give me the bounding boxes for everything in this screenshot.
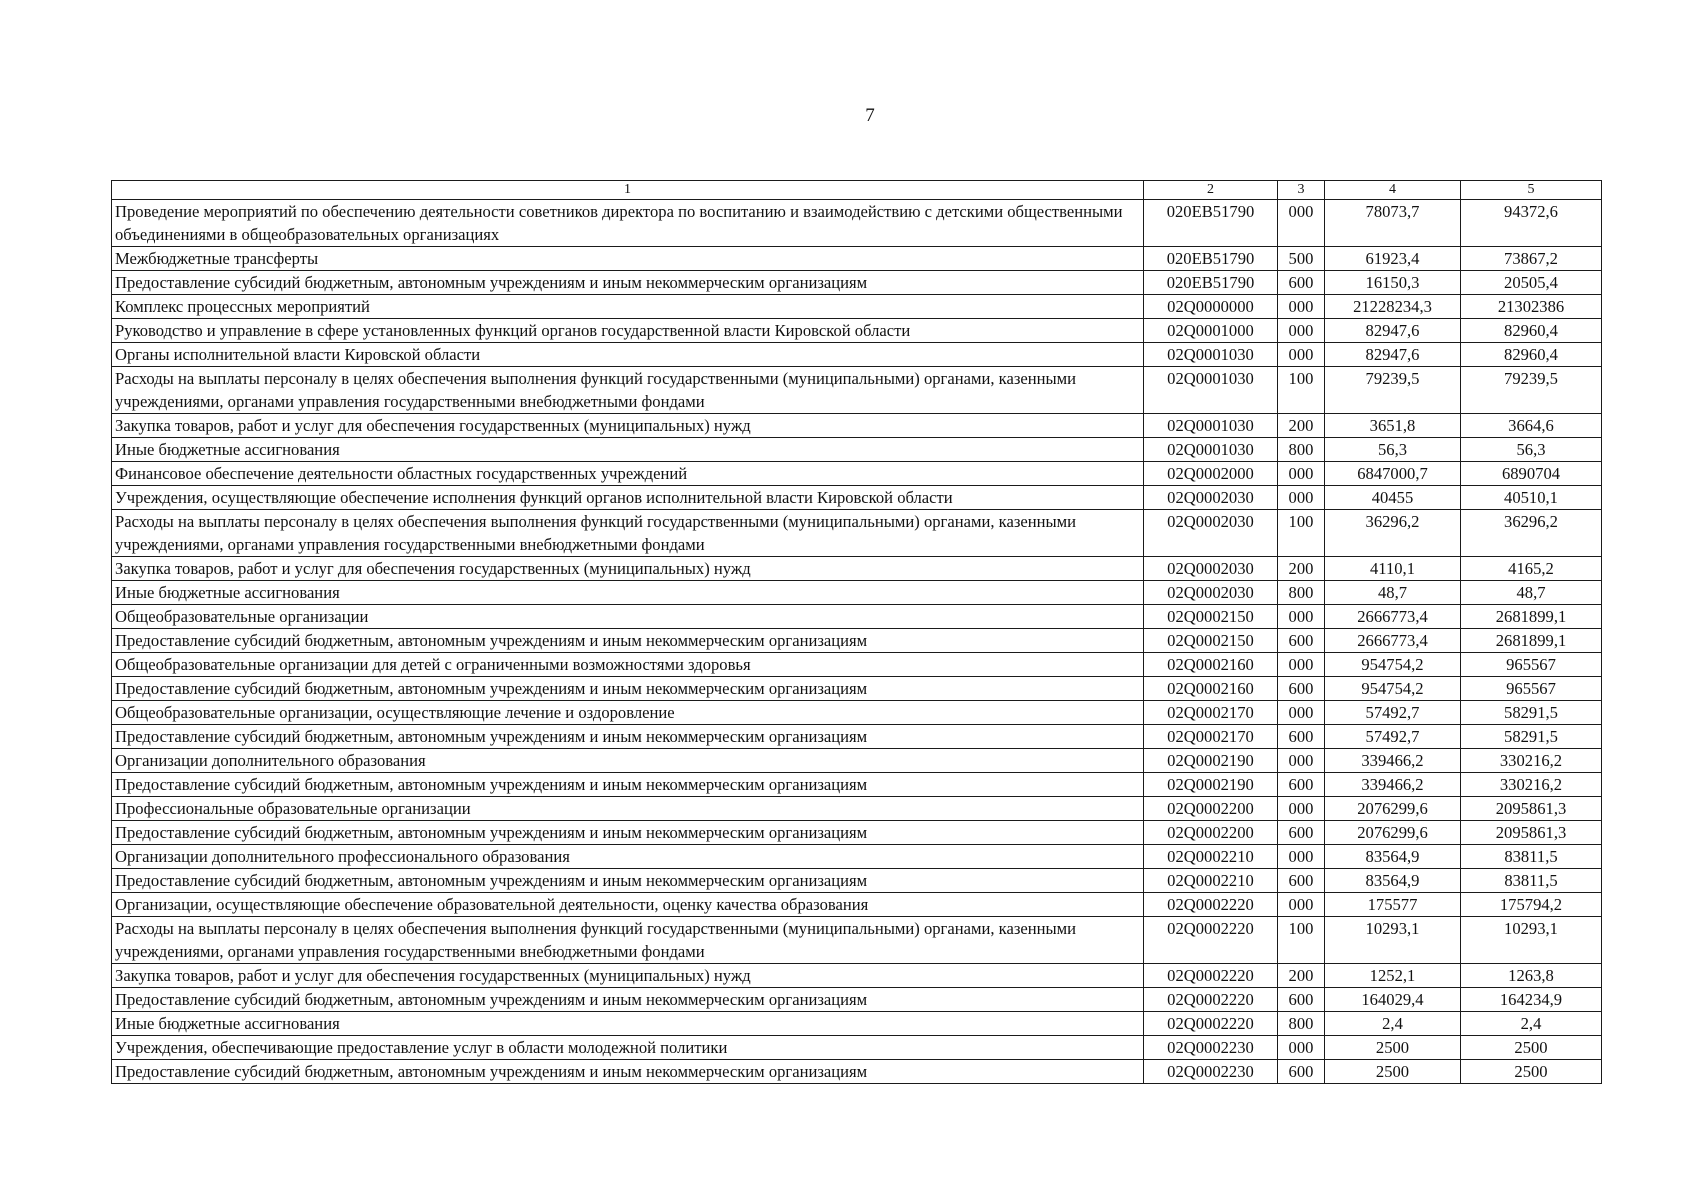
row-value-1-cell: 2,4 bbox=[1325, 1012, 1461, 1036]
row-value-1-cell: 164029,4 bbox=[1325, 988, 1461, 1012]
row-name-cell: Закупка товаров, работ и услуг для обеспечения государственных (муниципальных) нужд bbox=[112, 964, 1144, 988]
row-value-1-cell: 4110,1 bbox=[1325, 557, 1461, 581]
table-row bbox=[112, 247, 1602, 271]
row-code-cell: 02Q0000000 bbox=[1144, 295, 1278, 319]
row-code-cell: 02Q0002190 bbox=[1144, 773, 1278, 797]
row-value-1-cell: 1252,1 bbox=[1325, 964, 1461, 988]
row-name-cell: Комплекс процессных мероприятий bbox=[112, 295, 1144, 319]
row-name-cell: Закупка товаров, работ и услуг для обеспечения государственных (муниципальных) нужд bbox=[112, 557, 1144, 581]
row-value-1-cell: 83564,9 bbox=[1325, 869, 1461, 893]
row-value-2-cell: 3664,6 bbox=[1461, 414, 1602, 438]
row-value-2-cell: 56,3 bbox=[1461, 438, 1602, 462]
row-type-cell: 100 bbox=[1278, 510, 1325, 557]
table-row bbox=[112, 414, 1602, 438]
table-row bbox=[112, 343, 1602, 367]
row-code-cell: 02Q0002150 bbox=[1144, 605, 1278, 629]
row-value-2-cell: 94372,6 bbox=[1461, 200, 1602, 247]
row-value-1-cell: 57492,7 bbox=[1325, 725, 1461, 749]
row-value-1-cell: 48,7 bbox=[1325, 581, 1461, 605]
row-code-cell: 02Q0002220 bbox=[1144, 964, 1278, 988]
row-type-cell: 000 bbox=[1278, 486, 1325, 510]
row-name-cell: Иные бюджетные ассигнования bbox=[112, 581, 1144, 605]
budget-table bbox=[111, 180, 1602, 1084]
row-type-cell: 000 bbox=[1278, 319, 1325, 343]
table-header bbox=[112, 181, 1602, 200]
header-cell-value-2: 5 bbox=[1461, 181, 1602, 200]
row-value-1-cell: 3651,8 bbox=[1325, 414, 1461, 438]
table-row bbox=[112, 1012, 1602, 1036]
row-value-2-cell: 2095861,3 bbox=[1461, 821, 1602, 845]
row-code-cell: 02Q0001000 bbox=[1144, 319, 1278, 343]
row-code-cell: 02Q0002030 bbox=[1144, 581, 1278, 605]
table-row bbox=[112, 869, 1602, 893]
row-value-2-cell: 82960,4 bbox=[1461, 343, 1602, 367]
table-row bbox=[112, 1060, 1602, 1084]
row-value-2-cell: 2,4 bbox=[1461, 1012, 1602, 1036]
row-name-cell: Расходы на выплаты персоналу в целях обеспечения выполнения функций государственными (муниципальными) органами, казенными учреждениями, органами управления государственными внебюджетными фондами bbox=[112, 367, 1144, 414]
row-type-cell: 000 bbox=[1278, 295, 1325, 319]
table-row bbox=[112, 917, 1602, 964]
row-code-cell: 02Q0002170 bbox=[1144, 701, 1278, 725]
row-value-1-cell: 339466,2 bbox=[1325, 773, 1461, 797]
row-value-1-cell: 6847000,7 bbox=[1325, 462, 1461, 486]
row-value-1-cell: 78073,7 bbox=[1325, 200, 1461, 247]
row-type-cell: 000 bbox=[1278, 200, 1325, 247]
row-type-cell: 600 bbox=[1278, 629, 1325, 653]
row-type-cell: 000 bbox=[1278, 749, 1325, 773]
row-value-1-cell: 954754,2 bbox=[1325, 653, 1461, 677]
header-row bbox=[112, 181, 1602, 200]
row-code-cell: 02Q0002200 bbox=[1144, 797, 1278, 821]
row-value-2-cell: 2681899,1 bbox=[1461, 629, 1602, 653]
row-code-cell: 02Q0001030 bbox=[1144, 438, 1278, 462]
table-row bbox=[112, 271, 1602, 295]
table-row bbox=[112, 701, 1602, 725]
row-value-2-cell: 2681899,1 bbox=[1461, 605, 1602, 629]
table-body bbox=[112, 200, 1602, 1084]
row-type-cell: 800 bbox=[1278, 438, 1325, 462]
row-value-1-cell: 339466,2 bbox=[1325, 749, 1461, 773]
row-code-cell: 02Q0002030 bbox=[1144, 557, 1278, 581]
row-value-1-cell: 36296,2 bbox=[1325, 510, 1461, 557]
row-value-1-cell: 2666773,4 bbox=[1325, 629, 1461, 653]
row-code-cell: 020EB51790 bbox=[1144, 247, 1278, 271]
table-row bbox=[112, 1036, 1602, 1060]
row-value-1-cell: 83564,9 bbox=[1325, 845, 1461, 869]
row-code-cell: 02Q0001030 bbox=[1144, 367, 1278, 414]
row-value-1-cell: 2076299,6 bbox=[1325, 821, 1461, 845]
row-name-cell: Предоставление субсидий бюджетным, автономным учреждениям и иным некоммерческим организациям bbox=[112, 1060, 1144, 1084]
row-value-2-cell: 2500 bbox=[1461, 1036, 1602, 1060]
row-code-cell: 02Q0002160 bbox=[1144, 653, 1278, 677]
row-value-1-cell: 16150,3 bbox=[1325, 271, 1461, 295]
row-code-cell: 02Q0001030 bbox=[1144, 343, 1278, 367]
row-value-2-cell: 36296,2 bbox=[1461, 510, 1602, 557]
row-value-2-cell: 79239,5 bbox=[1461, 367, 1602, 414]
row-value-2-cell: 73867,2 bbox=[1461, 247, 1602, 271]
row-code-cell: 02Q0002150 bbox=[1144, 629, 1278, 653]
row-code-cell: 02Q0002220 bbox=[1144, 988, 1278, 1012]
row-code-cell: 02Q0002230 bbox=[1144, 1060, 1278, 1084]
row-name-cell: Расходы на выплаты персоналу в целях обеспечения выполнения функций государственными (муниципальными) органами, казенными учреждениями, органами управления государственными внебюджетными фондами bbox=[112, 510, 1144, 557]
table-row bbox=[112, 605, 1602, 629]
table-row bbox=[112, 438, 1602, 462]
row-code-cell: 02Q0002220 bbox=[1144, 1012, 1278, 1036]
row-value-2-cell: 175794,2 bbox=[1461, 893, 1602, 917]
row-value-2-cell: 4165,2 bbox=[1461, 557, 1602, 581]
row-name-cell: Иные бюджетные ассигнования bbox=[112, 438, 1144, 462]
row-type-cell: 800 bbox=[1278, 1012, 1325, 1036]
row-type-cell: 000 bbox=[1278, 701, 1325, 725]
row-code-cell: 020EB51790 bbox=[1144, 200, 1278, 247]
header-cell-value-1: 4 bbox=[1325, 181, 1461, 200]
row-name-cell: Профессиональные образовательные организации bbox=[112, 797, 1144, 821]
row-name-cell: Предоставление субсидий бюджетным, автономным учреждениям и иным некоммерческим организациям bbox=[112, 869, 1144, 893]
row-name-cell: Расходы на выплаты персоналу в целях обеспечения выполнения функций государственными (муниципальными) органами, казенными учреждениями, органами управления государственными внебюджетными фондами bbox=[112, 917, 1144, 964]
row-value-1-cell: 954754,2 bbox=[1325, 677, 1461, 701]
row-type-cell: 600 bbox=[1278, 869, 1325, 893]
row-type-cell: 000 bbox=[1278, 462, 1325, 486]
row-type-cell: 200 bbox=[1278, 557, 1325, 581]
row-value-1-cell: 2076299,6 bbox=[1325, 797, 1461, 821]
row-name-cell: Предоставление субсидий бюджетным, автономным учреждениям и иным некоммерческим организациям bbox=[112, 271, 1144, 295]
row-value-1-cell: 40455 bbox=[1325, 486, 1461, 510]
row-type-cell: 200 bbox=[1278, 414, 1325, 438]
table-row bbox=[112, 367, 1602, 414]
table-row bbox=[112, 486, 1602, 510]
row-type-cell: 600 bbox=[1278, 725, 1325, 749]
row-value-2-cell: 21302386 bbox=[1461, 295, 1602, 319]
row-name-cell: Общеобразовательные организации для детей с ограниченными возможностями здоровья bbox=[112, 653, 1144, 677]
row-value-2-cell: 1263,8 bbox=[1461, 964, 1602, 988]
table-row bbox=[112, 653, 1602, 677]
table-row bbox=[112, 773, 1602, 797]
table-row bbox=[112, 964, 1602, 988]
row-name-cell: Предоставление субсидий бюджетным, автономным учреждениям и иным некоммерческим организациям bbox=[112, 773, 1144, 797]
row-type-cell: 000 bbox=[1278, 653, 1325, 677]
row-value-2-cell: 965567 bbox=[1461, 677, 1602, 701]
row-value-1-cell: 21228234,3 bbox=[1325, 295, 1461, 319]
row-type-cell: 000 bbox=[1278, 343, 1325, 367]
table-row bbox=[112, 893, 1602, 917]
row-value-2-cell: 2095861,3 bbox=[1461, 797, 1602, 821]
row-value-2-cell: 2500 bbox=[1461, 1060, 1602, 1084]
page-number: 7 bbox=[865, 105, 875, 126]
row-type-cell: 000 bbox=[1278, 845, 1325, 869]
row-name-cell: Предоставление субсидий бюджетным, автономным учреждениям и иным некоммерческим организациям bbox=[112, 988, 1144, 1012]
row-value-2-cell: 40510,1 bbox=[1461, 486, 1602, 510]
table-row bbox=[112, 821, 1602, 845]
row-code-cell: 02Q0002210 bbox=[1144, 869, 1278, 893]
table-row bbox=[112, 988, 1602, 1012]
header-cell-code: 2 bbox=[1144, 181, 1278, 200]
row-name-cell: Межбюджетные трансферты bbox=[112, 247, 1144, 271]
row-name-cell: Организации, осуществляющие обеспечение образовательной деятельности, оценку качества образования bbox=[112, 893, 1144, 917]
header-cell-type: 3 bbox=[1278, 181, 1325, 200]
row-code-cell: 02Q0002220 bbox=[1144, 893, 1278, 917]
row-type-cell: 600 bbox=[1278, 677, 1325, 701]
row-type-cell: 600 bbox=[1278, 821, 1325, 845]
row-code-cell: 020EB51790 bbox=[1144, 271, 1278, 295]
row-code-cell: 02Q0002190 bbox=[1144, 749, 1278, 773]
row-value-2-cell: 58291,5 bbox=[1461, 725, 1602, 749]
row-value-1-cell: 2666773,4 bbox=[1325, 605, 1461, 629]
row-type-cell: 000 bbox=[1278, 893, 1325, 917]
row-value-1-cell: 56,3 bbox=[1325, 438, 1461, 462]
row-type-cell: 000 bbox=[1278, 1036, 1325, 1060]
row-value-1-cell: 82947,6 bbox=[1325, 343, 1461, 367]
row-code-cell: 02Q0002160 bbox=[1144, 677, 1278, 701]
row-type-cell: 000 bbox=[1278, 797, 1325, 821]
row-name-cell: Предоставление субсидий бюджетным, автономным учреждениям и иным некоммерческим организациям bbox=[112, 677, 1144, 701]
row-code-cell: 02Q0002170 bbox=[1144, 725, 1278, 749]
row-type-cell: 600 bbox=[1278, 773, 1325, 797]
row-value-2-cell: 48,7 bbox=[1461, 581, 1602, 605]
table-row bbox=[112, 200, 1602, 247]
row-name-cell: Предоставление субсидий бюджетным, автономным учреждениям и иным некоммерческим организациям bbox=[112, 629, 1144, 653]
row-type-cell: 800 bbox=[1278, 581, 1325, 605]
row-value-2-cell: 82960,4 bbox=[1461, 319, 1602, 343]
row-code-cell: 02Q0002210 bbox=[1144, 845, 1278, 869]
row-name-cell: Финансовое обеспечение деятельности областных государственных учреждений bbox=[112, 462, 1144, 486]
table-row bbox=[112, 845, 1602, 869]
row-type-cell: 600 bbox=[1278, 271, 1325, 295]
row-type-cell: 100 bbox=[1278, 367, 1325, 414]
row-value-1-cell: 10293,1 bbox=[1325, 917, 1461, 964]
row-type-cell: 500 bbox=[1278, 247, 1325, 271]
row-type-cell: 000 bbox=[1278, 605, 1325, 629]
table-row bbox=[112, 581, 1602, 605]
row-value-1-cell: 2500 bbox=[1325, 1036, 1461, 1060]
row-name-cell: Органы исполнительной власти Кировской области bbox=[112, 343, 1144, 367]
row-value-2-cell: 83811,5 bbox=[1461, 869, 1602, 893]
row-name-cell: Предоставление субсидий бюджетным, автономным учреждениям и иным некоммерческим организациям bbox=[112, 821, 1144, 845]
row-name-cell: Руководство и управление в сфере установленных функций органов государственной власти Кировской области bbox=[112, 319, 1144, 343]
row-code-cell: 02Q0002230 bbox=[1144, 1036, 1278, 1060]
row-name-cell: Предоставление субсидий бюджетным, автономным учреждениям и иным некоммерческим организациям bbox=[112, 725, 1144, 749]
row-type-cell: 600 bbox=[1278, 988, 1325, 1012]
table-row bbox=[112, 677, 1602, 701]
row-name-cell: Учреждения, осуществляющие обеспечение исполнения функций органов исполнительной власти Кировской области bbox=[112, 486, 1144, 510]
row-code-cell: 02Q0002030 bbox=[1144, 486, 1278, 510]
row-name-cell: Организации дополнительного образования bbox=[112, 749, 1144, 773]
row-value-2-cell: 965567 bbox=[1461, 653, 1602, 677]
row-value-1-cell: 82947,6 bbox=[1325, 319, 1461, 343]
row-value-2-cell: 164234,9 bbox=[1461, 988, 1602, 1012]
row-name-cell: Учреждения, обеспечивающие предоставление услуг в области молодежной политики bbox=[112, 1036, 1144, 1060]
row-value-2-cell: 10293,1 bbox=[1461, 917, 1602, 964]
table-row bbox=[112, 629, 1602, 653]
row-value-1-cell: 57492,7 bbox=[1325, 701, 1461, 725]
row-value-1-cell: 79239,5 bbox=[1325, 367, 1461, 414]
table-row bbox=[112, 749, 1602, 773]
row-name-cell: Проведение мероприятий по обеспечению деятельности советников директора по воспитанию и взаимодействию с детскими общественными объединениями в общеобразовательных организациях bbox=[112, 200, 1144, 247]
row-value-1-cell: 175577 bbox=[1325, 893, 1461, 917]
row-value-2-cell: 58291,5 bbox=[1461, 701, 1602, 725]
header-cell-name: 1 bbox=[112, 181, 1144, 200]
row-value-1-cell: 2500 bbox=[1325, 1060, 1461, 1084]
row-code-cell: 02Q0002030 bbox=[1144, 510, 1278, 557]
table-row bbox=[112, 319, 1602, 343]
row-value-1-cell: 61923,4 bbox=[1325, 247, 1461, 271]
row-code-cell: 02Q0002000 bbox=[1144, 462, 1278, 486]
row-name-cell: Общеобразовательные организации, осуществляющие лечение и оздоровление bbox=[112, 701, 1144, 725]
row-value-2-cell: 330216,2 bbox=[1461, 749, 1602, 773]
row-type-cell: 200 bbox=[1278, 964, 1325, 988]
table-row bbox=[112, 510, 1602, 557]
row-name-cell: Закупка товаров, работ и услуг для обеспечения государственных (муниципальных) нужд bbox=[112, 414, 1144, 438]
row-code-cell: 02Q0002220 bbox=[1144, 917, 1278, 964]
row-name-cell: Организации дополнительного профессионального образования bbox=[112, 845, 1144, 869]
table-row bbox=[112, 462, 1602, 486]
row-value-2-cell: 330216,2 bbox=[1461, 773, 1602, 797]
row-code-cell: 02Q0002200 bbox=[1144, 821, 1278, 845]
row-type-cell: 100 bbox=[1278, 917, 1325, 964]
table-row bbox=[112, 295, 1602, 319]
table-row bbox=[112, 557, 1602, 581]
row-value-2-cell: 20505,4 bbox=[1461, 271, 1602, 295]
row-name-cell: Иные бюджетные ассигнования bbox=[112, 1012, 1144, 1036]
row-code-cell: 02Q0001030 bbox=[1144, 414, 1278, 438]
row-name-cell: Общеобразовательные организации bbox=[112, 605, 1144, 629]
table-row bbox=[112, 797, 1602, 821]
row-value-2-cell: 83811,5 bbox=[1461, 845, 1602, 869]
row-value-2-cell: 6890704 bbox=[1461, 462, 1602, 486]
table-row bbox=[112, 725, 1602, 749]
row-type-cell: 600 bbox=[1278, 1060, 1325, 1084]
